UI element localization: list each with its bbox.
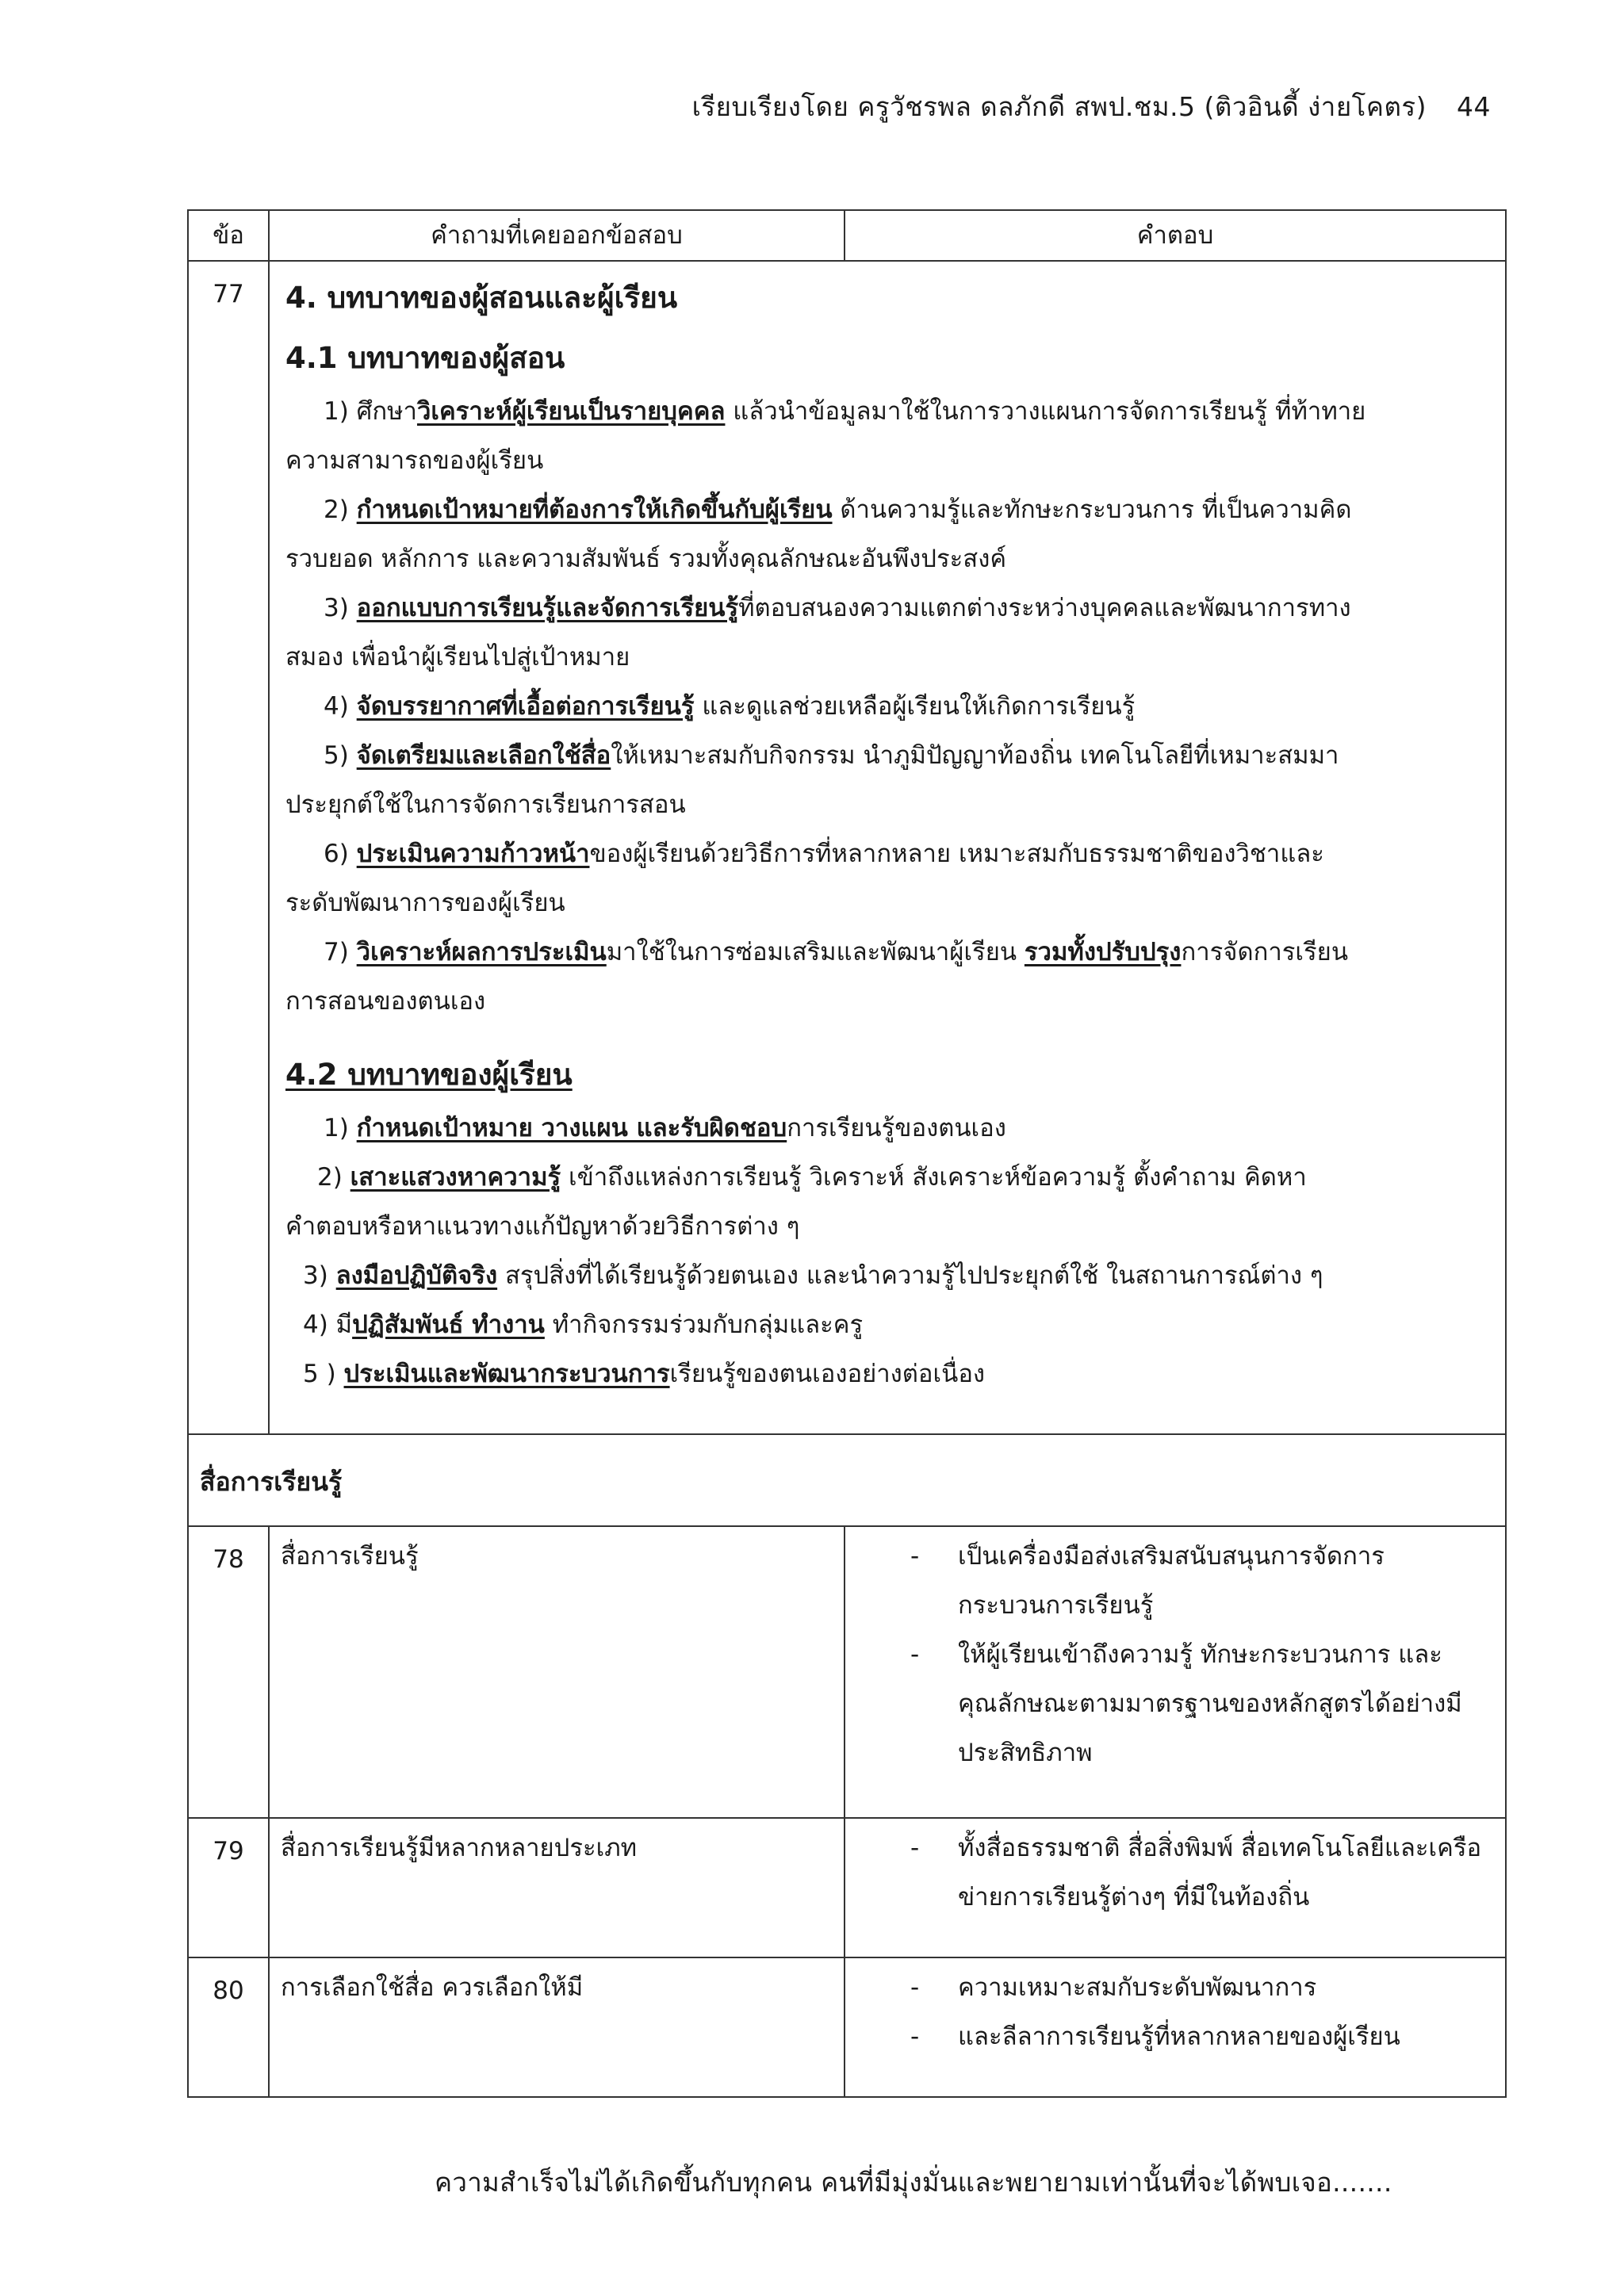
table-row-79	[188, 1818, 1506, 1957]
header-answer: คำตอบ	[845, 210, 1506, 261]
table-row-77	[188, 261, 1506, 1434]
teacher-item: 2) กำหนดเป้าหมายที่ต้องการให้เกิดขึ้นกับผู้เรียน ด้านความรู้และทักษะกระบวนการ ที่เป็นความคิด	[324, 496, 1352, 524]
item-continued: ความสามารถของผู้เรียน	[285, 446, 544, 475]
teacher-item: 4) จัดบรรยากาศที่เอื้อต่อการเรียนรู้ และดูแลช่วยเหลือผู้เรียนให้เกิดการเรียนรู้	[324, 692, 1136, 721]
teacher-item-continued: การสอนของตนเอง	[285, 987, 486, 1016]
teacher-item: 6) ประเมินความก้าวหน้าของผู้เรียนด้วยวิธีการที่หลากหลาย เหมาะสมกับธรรมชาติของวิชาและ	[324, 840, 1324, 868]
table-row-78	[188, 1526, 1506, 1818]
section-title: สื่อการเรียนรู้	[188, 1434, 1506, 1526]
table-header-row	[188, 210, 1506, 261]
header-number: ข้อ	[188, 210, 269, 261]
row-number: 80	[188, 1957, 269, 2097]
footer-quote: ความสำเร็จไม่ได้เกิดขึ้นกับทุกคน คนที่มีมุ่งมั่นและพยายามเท่านั้นที่จะได้พบเจอ.......	[435, 2167, 1392, 2198]
learner-item: 3) ลงมือปฏิบัติจริง สรุปสิ่งที่ได้เรียนรู้ด้วยตนเอง และนำความรู้ไปประยุกต์ใช้ ในสถานการณ์ต่าง ๆ	[303, 1261, 1323, 1290]
row-answer	[845, 1957, 1506, 2097]
page-number: 44	[1457, 91, 1491, 122]
teacher-item: 5) จัดเตรียมและเลือกใช้สื่อให้เหมาะสมกับกิจกรรม นำภูมิปัญญาท้องถิ่น เทคโนโลยีที่เหมาะสมมา	[324, 741, 1339, 770]
row-question: สื่อการเรียนรู้มีหลากหลายประเภท	[269, 1818, 845, 1957]
answer-item: - ความเหมาะสมกับระดับพัฒนาการ	[910, 1973, 1317, 2002]
row-question: สื่อการเรียนรู้	[269, 1526, 845, 1818]
qa-table	[187, 209, 1507, 2098]
row-number: 78	[188, 1526, 269, 1818]
learner-item: 2) เสาะแสวงหาความรู้ เข้าถึงแหล่งการเรียนรู้ วิเคราะห์ สังเคราะห์ข้อความรู้ ตั้งคำถาม คิดหา	[317, 1163, 1307, 1192]
learner-role-list	[285, 1104, 1489, 1399]
teacher-item: 1) ศึกษาวิเคราะห์ผู้เรียนเป็นรายบุคคล แล้วนำข้อมูลมาใช้ในการวางแผนการจัดการเรียนรู้ ที่ท้าทาย	[324, 397, 1366, 426]
answer-item: - และลีลาการเรียนรู้ที่หลากหลายของผู้เรียน	[910, 2022, 1400, 2051]
header-compiler: เรียบเรียงโดย ครูวัชรพล ดลภักดี สพป.ชม.5 (ติวอินดี้ ง่ายโคตร)	[691, 91, 1427, 122]
teacher-role-list	[285, 387, 1489, 928]
row-number: 79	[188, 1818, 269, 1957]
row-77-content	[269, 261, 1506, 1434]
item-continued: รวบยอด หลักการ และความสัมพันธ์ รวมทั้งคุณลักษณะอันพึงประสงค์	[285, 545, 1007, 573]
item-continued: ระดับพัฒนาการของผู้เรียน	[285, 889, 565, 917]
row-answer	[845, 1526, 1506, 1818]
row-number: 77	[188, 261, 269, 1434]
table-row-80	[188, 1957, 1506, 2097]
section-heading: 4. บทบาทของผู้สอนและผู้เรียน	[285, 281, 678, 315]
answer-item: - เป็นเครื่องมือส่งเสริมสนับสนุนการจัดการกระบวนการเรียนรู้	[910, 1542, 1385, 1620]
row-question: การเลือกใช้สื่อ ควรเลือกให้มี	[269, 1957, 845, 2097]
learner-item: 1) กำหนดเป้าหมาย วางแผน และรับผิดชอบการเรียนรู้ของตนเอง	[324, 1114, 1006, 1142]
section-row	[188, 1434, 1506, 1526]
answer-item: - ทั้งสื่อธรรมชาติ สื่อสิ่งพิมพ์ สื่อเทคโนโลยีและเครือข่ายการเรียนรู้ต่างๆ ที่มีในท้องถิ่น	[910, 1834, 1482, 1911]
teacher-item: 3) ออกแบบการเรียนรู้และจัดการเรียนรู้ที่ตอบสนองความแตกต่างระหว่างบุคคลและพัฒนาการทาง	[324, 594, 1351, 622]
page-header	[692, 86, 1491, 128]
learner-item: 4) มีปฏิสัมพันธ์ ทำงาน ทำกิจกรรมร่วมกับกลุ่มและครู	[303, 1311, 864, 1339]
subsection-heading-teacher: 4.1 บทบาทของผู้สอน	[285, 341, 565, 375]
item-continued: ประยุกต์ใช้ในการจัดการเรียนการสอน	[285, 790, 686, 819]
answer-item: - ให้ผู้เรียนเข้าถึงความรู้ ทักษะกระบวนการ และคุณลักษณะตามมาตรฐานของหลักสูตรได้อย่างมีประสิทธิภาพ	[910, 1640, 1462, 1767]
teacher-item: 7) วิเคราะห์ผลการประเมินมาใช้ในการซ่อมเสริมและพัฒนาผู้เรียน รวมทั้งปรับปรุงการจัดการเรียน	[324, 938, 1349, 966]
row-answer	[845, 1818, 1506, 1957]
item-continued: สมอง เพื่อนำผู้เรียนไปสู่เป้าหมาย	[285, 643, 630, 672]
header-question: คำถามที่เคยออกข้อสอบ	[269, 210, 845, 261]
item-continued: คำตอบหรือหาแนวทางแก้ปัญหาด้วยวิธีการต่าง ๆ	[285, 1212, 800, 1241]
subsection-heading-learner: 4.2 บทบาทของผู้เรียน	[285, 1058, 573, 1092]
learner-item: 5 ) ประเมินและพัฒนากระบวนการเรียนรู้ของตนเองอย่างต่อเนื่อง	[303, 1360, 986, 1388]
